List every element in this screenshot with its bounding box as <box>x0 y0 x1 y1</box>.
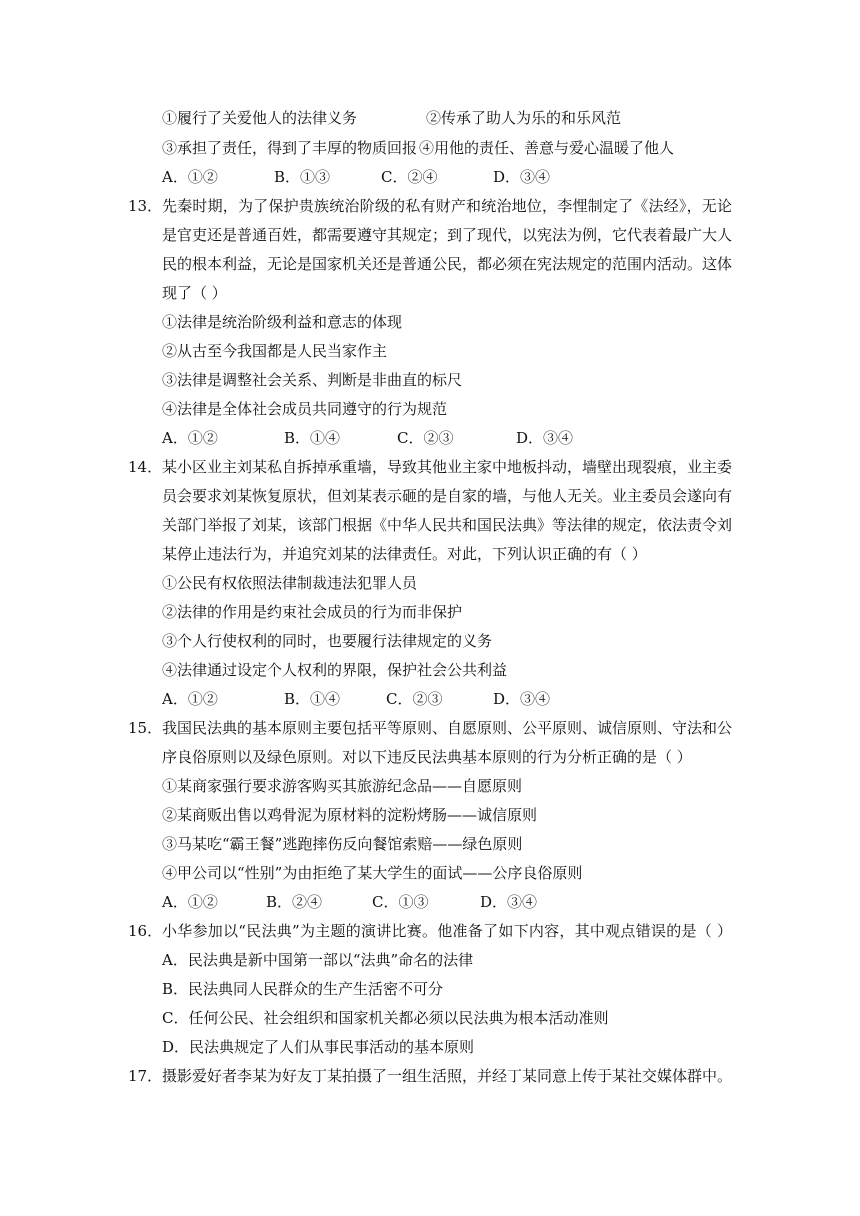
option-a: A．①② <box>162 429 218 447</box>
stem-line: 摄影爱好者李某为好友丁某拍摄了一组生活照，并经丁某同意上传于某社交媒体群中。 <box>162 1067 733 1085</box>
option-d: D．③④ <box>493 690 551 708</box>
statement-1: ①公民有权依照法律制裁违法犯罪人员 <box>162 574 418 592</box>
statement-1: ①某商家强行要求游客购买其旅游纪念品——自愿原则 <box>162 777 523 795</box>
statement-4: ④用他的责任、善意与爱心温暖了他人 <box>419 139 675 157</box>
stem-line: 员会要求刘某恢复原状，但刘某表示砸的是自家的墙，与他人无关。业主委员会遂向有 <box>162 487 733 505</box>
statement-4: ④法律是全体社会成员共同遵守的行为规范 <box>162 400 448 418</box>
stem-line: 我国民法典的基本原则主要包括平等原则、自愿原则、公平原则、诚信原则、守法和公 <box>162 719 733 737</box>
option-a: A．①② <box>162 893 218 911</box>
statement-2: ②传承了助人为乐的和乐风范 <box>426 109 622 127</box>
option-d: D．③④ <box>516 429 574 447</box>
question-number: 17． <box>128 1067 163 1085</box>
stem-line: 现了（ ） <box>162 284 227 302</box>
option-b: B．②④ <box>266 893 323 911</box>
option-c: C．①③ <box>372 893 429 911</box>
option-c: C．②③ <box>386 690 443 708</box>
option-a: A．①② <box>162 168 218 186</box>
statement-2: ②某商贩出售以鸡骨泥为原材料的淀粉烤肠——诚信原则 <box>162 806 538 824</box>
stem-line: 先秦时期，为了保护贵族统治阶级的私有财产和统治地位，李悝制定了《法经》，无论 <box>162 197 732 215</box>
option-d: D．③④ <box>493 168 551 186</box>
option-c: C．②③ <box>397 429 454 447</box>
statement-4: ④法律通过设定个人权利的界限，保护社会公共利益 <box>162 661 508 679</box>
question-number: 13． <box>128 197 163 215</box>
statement-2: ②法律的作用是约束社会成员的行为而非保护 <box>162 603 463 621</box>
stem-line: 关部门举报了刘某，该部门根据《中华人民共和国民法典》等法律的规定，依法责令刘 <box>162 516 733 534</box>
choice-c: C．任何公民、社会组织和国家机关都必须以民法典为根本活动准则 <box>162 1009 609 1027</box>
option-c: C．②④ <box>381 168 438 186</box>
stem-line: 小华参加以“民法典”为主题的演讲比赛。他准备了如下内容，其中观点错误的是（ ） <box>162 922 732 940</box>
statement-2: ②从古至今我国都是人民当家作主 <box>162 342 388 360</box>
option-b: B．①④ <box>284 690 341 708</box>
stem-line: 序良俗原则以及绿色原则。对以下违反民法典基本原则的行为分析正确的是（ ） <box>162 748 692 766</box>
choice-d: D．民法典规定了人们从事民事活动的基本原则 <box>162 1038 475 1056</box>
question-number: 14． <box>128 458 163 476</box>
option-d: D．③④ <box>480 893 538 911</box>
option-b: B．①③ <box>274 168 331 186</box>
statement-3: ③法律是调整社会关系、判断是非曲直的标尺 <box>162 371 463 389</box>
statement-4: ④甲公司以“性别”为由拒绝了某大学生的面试——公序良俗原则 <box>162 864 583 882</box>
statement-1: ①法律是统治阶级利益和意志的体现 <box>162 313 403 331</box>
question-number: 16． <box>128 922 163 940</box>
stem-line: 某停止违法行为，并追究刘某的法律责任。对此，下列认识正确的有（ ） <box>162 545 647 563</box>
option-a: A．①② <box>162 690 218 708</box>
stem-line: 某小区业主刘某私自拆掉承重墙，导致其他业主家中地板抖动，墙壁出现裂痕，业主委 <box>162 458 733 476</box>
choice-a: A．民法典是新中国第一部以“法典”命名的法律 <box>162 951 474 969</box>
choice-b: B．民法典同人民群众的生产生活密不可分 <box>162 980 444 998</box>
question-number: 15． <box>128 719 163 737</box>
stem-line: 是官吏还是普通百姓，都需要遵守其规定；到了现代，以宪法为例，它代表着最广大人 <box>162 226 733 244</box>
statement-1: ①履行了关爱他人的法律义务 <box>162 109 358 127</box>
statement-3: ③承担了责任，得到了丰厚的物质回报 <box>162 139 418 157</box>
option-b: B．①④ <box>284 429 341 447</box>
stem-line: 民的根本利益，无论是国家机关还是普通公民，都必须在宪法规定的范围内活动。这体 <box>162 255 733 273</box>
statement-3: ③个人行使权利的同时，也要履行法律规定的义务 <box>162 632 493 650</box>
statement-3: ③马某吃“霸王餐”逃跑摔伤反向餐馆索赔——绿色原则 <box>162 835 523 853</box>
